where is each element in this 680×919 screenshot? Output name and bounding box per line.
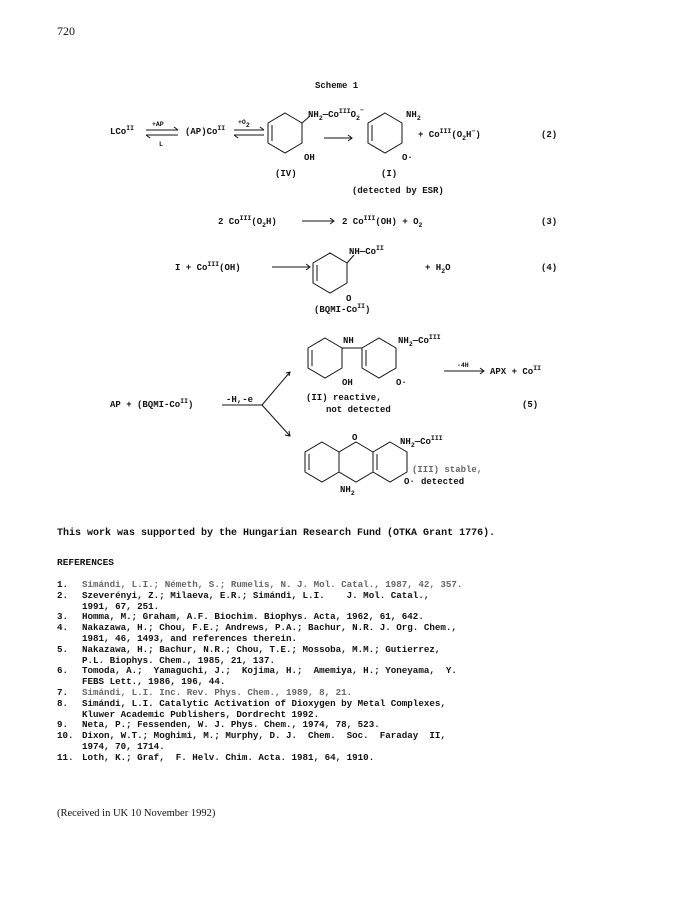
reference-number: 1. bbox=[57, 579, 69, 590]
acknowledgement: This work was supported by the Hungarian Research Fund (OTKA Grant 1776). bbox=[57, 528, 496, 539]
reference-item bbox=[57, 753, 617, 764]
reference-number: 4. bbox=[57, 622, 69, 634]
reference-list bbox=[57, 580, 617, 764]
eq5-arrow-label: -H,-e bbox=[226, 395, 254, 405]
eq5-iii-sub1: $NH_2—Co^{III}$ bbox=[400, 435, 443, 449]
reference-text: Simándi, L.I.; Németh, S.; Rumelis, N. J. Mol. Catal., 1987, 42, 357. bbox=[82, 579, 463, 590]
eq2-reactant: LCo$^{II}$ bbox=[110, 125, 135, 137]
reference-number: 11. bbox=[57, 751, 74, 763]
eq5-ii-o: O· bbox=[396, 378, 407, 388]
eq5-number: (5) bbox=[522, 400, 539, 410]
reference-text: Tomoda, A.; Yamaguchi, J.; Kojima, H.; Amemiya, H.; Yoneyama, Y. FEBS Lett., 1986, 196, 44. bbox=[82, 665, 457, 688]
eq4-ring bbox=[313, 253, 347, 293]
eq5-iii-nh2: $NH_2$ bbox=[340, 485, 355, 497]
reference-number: 3. bbox=[57, 611, 69, 623]
eq2-i-sub1: $NH_2$ bbox=[406, 110, 421, 122]
eq5-arrow-up bbox=[262, 372, 290, 405]
reference-number: 7. bbox=[57, 686, 69, 698]
eq5-iii-ring1 bbox=[305, 442, 339, 482]
eq4-number: (4) bbox=[541, 263, 558, 273]
reference-number: 5. bbox=[57, 643, 69, 655]
reference-text: Szeverényi, Z.; Milaeva, E.R.; Simándi, L.I. J. Mol. Catal., 1991, 67, 251. bbox=[82, 589, 430, 612]
reference-text: Dixon, W.T.; Moghimi, M.; Murphy, D. J. Chem. Soc. Faraday II, 1974, 70, 1714. bbox=[82, 730, 446, 752]
eq5-ii-label2: not detected bbox=[326, 405, 391, 415]
eq2-number: (2) bbox=[541, 130, 558, 140]
reference-number: 9. bbox=[57, 719, 69, 731]
reference-item bbox=[57, 645, 617, 667]
reference-number: 10. bbox=[57, 730, 74, 742]
eq2-i-ring bbox=[368, 113, 402, 153]
eq2-arrow1-top: +AP bbox=[152, 121, 164, 128]
eq5-left: AP + $(BQMI-Co^{II})$ bbox=[110, 398, 194, 410]
eq4-sub1: $NH—Co^{II}$ bbox=[349, 245, 384, 257]
eq5-ii-oh: OH bbox=[342, 378, 353, 388]
reference-number: 6. bbox=[57, 665, 69, 677]
eq4-water: + $H_2O$ bbox=[425, 263, 451, 275]
reference-number: 2. bbox=[57, 589, 69, 601]
received-date: (Received in UK 10 November 1992) bbox=[57, 808, 216, 819]
eq5-ii-arrow-label: -4H bbox=[457, 362, 469, 369]
eq2-i-sub2: O· bbox=[402, 153, 413, 163]
reference-item bbox=[57, 731, 617, 753]
reference-text: Simándi, L.I. Catalytic Activation of Dioxygen by Metal Complexes, Kluwer Academic Publishers, Dordrecht 1992. bbox=[82, 697, 446, 720]
references-heading: REFERENCES bbox=[57, 557, 115, 568]
eq3-number: (3) bbox=[541, 217, 558, 227]
eq5-iii-ring2 bbox=[339, 442, 373, 482]
reference-item bbox=[57, 666, 617, 688]
eq5-iii-label2: detected bbox=[421, 477, 465, 487]
reference-text: Loth, K.; Graf, F. Helv. Chim. Acta. 1981, 64, 1910. bbox=[82, 751, 375, 763]
eq2-iv-ring bbox=[268, 113, 302, 153]
reference-text: Simándi, L.I. Inc. Rev. Phys. Chem., 1989, 8, 21. bbox=[82, 686, 353, 698]
reference-item bbox=[57, 623, 617, 645]
equation-5 bbox=[110, 334, 541, 497]
eq4-sub2: O bbox=[346, 294, 352, 304]
reference-item bbox=[57, 591, 617, 613]
eq5-iii-ring3 bbox=[373, 442, 407, 482]
reference-text: Homma, M.; Graham, A.F. Biochim. Biophys. Acta, 1962, 61, 642. bbox=[82, 611, 424, 623]
eq5-ii-ring2 bbox=[362, 338, 396, 378]
eq4-left: $I + Co^{III}(OH)$ bbox=[175, 261, 241, 273]
eq4-label: $(BQMI-Co^{II})$ bbox=[314, 303, 371, 315]
eq2-product: + $Co^{III}(O_2H^-)$ bbox=[418, 128, 481, 142]
equation-4 bbox=[175, 245, 557, 315]
reference-text: Neta, P.; Fessenden, W. J. Phys. Chem., 1974, 78, 523. bbox=[82, 719, 380, 731]
eq2-iv-sub2: OH bbox=[304, 153, 315, 163]
page-number: 720 bbox=[57, 24, 75, 38]
eq2-note: (detected by ESR) bbox=[352, 186, 444, 196]
eq5-iii-o: O bbox=[352, 433, 358, 443]
eq5-ii-sub1: $NH_2—Co^{III}$ bbox=[398, 334, 441, 348]
eq2-iv-label: (IV) bbox=[275, 169, 297, 179]
equation-3 bbox=[218, 215, 557, 229]
eq5-ii-nh: NH bbox=[343, 336, 354, 346]
reference-text: Nakazawa, H.; Bachur, N.R.; Chou, T.E.; Mossoba, M.M.; Gutierrez, P.L. Biophys. Chem., 1985, 21, 137. bbox=[82, 643, 441, 666]
eq5-iii-label: (III) stable, bbox=[412, 465, 483, 475]
eq3-left: 2 $Co^{III}(O_2H)$ bbox=[218, 215, 277, 229]
eq5-ii-label: (II) reactive, bbox=[306, 393, 382, 403]
eq2-intermediate: $(AP)Co^{II}$ bbox=[185, 125, 226, 137]
reference-item bbox=[57, 699, 617, 721]
eq2-i-label: (I) bbox=[381, 169, 398, 179]
reference-text: Nakazawa, H.; Chou, F.E.; Andrews, P.A.; Bachur, N.R. J. Org. Chem., 1981, 46, 1493, and references therein. bbox=[82, 622, 457, 644]
equation-2 bbox=[110, 107, 557, 196]
eq2-arrow1-bottom: L bbox=[159, 141, 163, 148]
eq5-ii-ring1 bbox=[308, 338, 342, 378]
eq5-arrow-down bbox=[262, 405, 290, 436]
eq2-iv-sub1: $NH_2—Co^{III}O_2^-$ bbox=[308, 107, 364, 122]
scheme-title: Scheme 1 bbox=[315, 81, 359, 91]
eq3-right: 2 $Co^{III}(OH) + O_2$ bbox=[342, 215, 423, 229]
eq5-iii-o2: O· bbox=[404, 477, 415, 487]
eq2-arrow2-top: +O2 bbox=[238, 119, 250, 129]
eq5-ii-product: APX + $Co^{II}$ bbox=[490, 365, 542, 377]
reference-number: 8. bbox=[57, 697, 69, 709]
